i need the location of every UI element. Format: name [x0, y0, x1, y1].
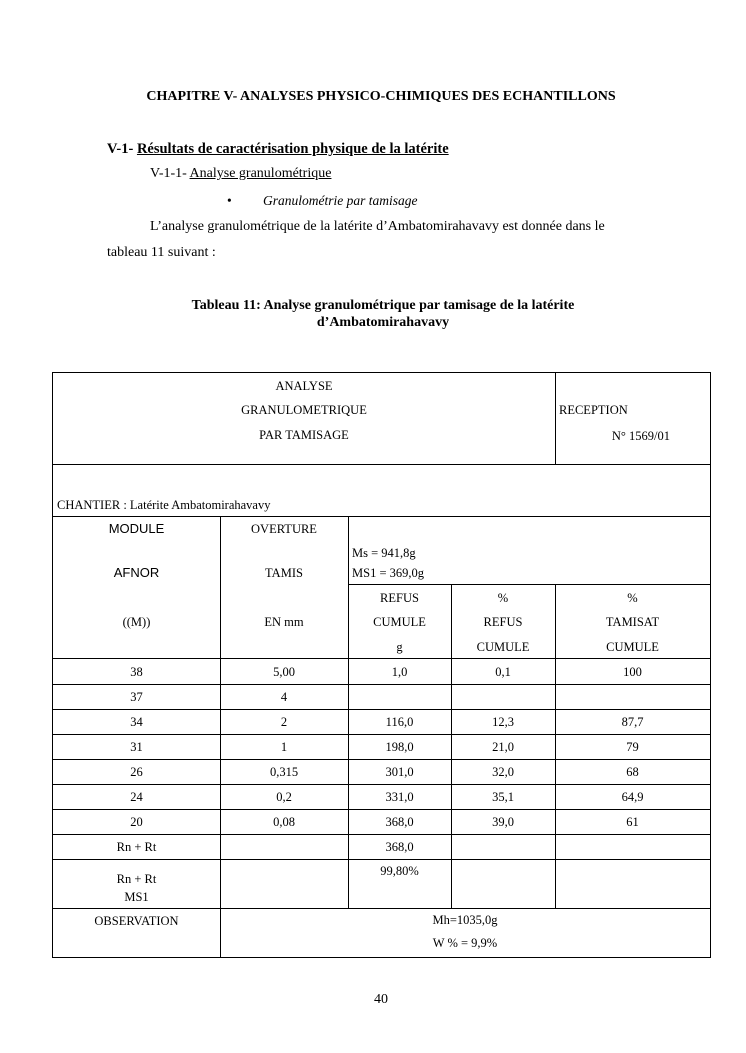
row-6-refus-cell: 331,0 [385, 790, 414, 804]
row-6-ouverture-cell: 0,2 [276, 790, 292, 804]
w-value: W % = 9,9% [432, 936, 498, 950]
module-header-3: ((M)) [122, 615, 151, 629]
page-number: 40 [374, 992, 388, 1007]
row-6-tamisat-cell: 64,9 [621, 790, 644, 804]
ratio-label-bottom: MS1 [124, 890, 149, 904]
row-4-tamisat-cell: 79 [626, 740, 639, 754]
tamisat-header-1: % [627, 591, 638, 605]
section-number: V-1- [107, 141, 134, 157]
row-6-module-cell: 24 [130, 790, 143, 804]
row-7-tamisat-cell: 61 [626, 815, 639, 829]
tamisat-header-2: TAMISAT [605, 615, 660, 629]
row-1-refus-cell: 1,0 [391, 665, 408, 679]
row-7-refus-cell: 368,0 [385, 815, 414, 829]
bullet-text: Granulométrie par tamisage [263, 193, 418, 208]
row-6-pct-refus-cell: 35,1 [492, 790, 514, 804]
row-4-pct-refus-cell: 21,0 [492, 740, 514, 754]
row-1-ouverture-cell: 5,00 [273, 665, 295, 679]
analyse-title-2: GRANULOMETRIQUE [241, 403, 367, 417]
row-4-refus-cell: 198,0 [385, 740, 414, 754]
pct-refus-header-1: % [497, 591, 509, 605]
bullet-item [227, 193, 418, 209]
row-4-module-cell: 31 [130, 740, 143, 754]
refus-header-3: g [396, 640, 403, 654]
reception-number: N° 1569/01 [611, 429, 670, 443]
subsection-number: V-1-1- [150, 166, 187, 181]
section-heading [107, 141, 449, 158]
rn-rt-label: Rn + Rt [116, 840, 157, 854]
row-1-tamisat-cell: 100 [623, 665, 642, 679]
tamisat-header-3: CUMULE [606, 640, 659, 654]
caption-line-2: d’Ambatomirahavavy [316, 315, 450, 330]
subsection-heading [150, 166, 331, 182]
reception-label: RECEPTION [559, 403, 628, 417]
section-title: Résultats de caractérisation physique de la latérite [136, 141, 449, 157]
rn-rt-value: 368,0 [385, 840, 414, 854]
paragraph-line-1: L’analyse granulométrique de la latérite d’Ambatomirahavavy est donnée dans le [150, 219, 605, 234]
row-2-module-cell: 37 [130, 690, 143, 704]
subsection-title: Analyse granulométrique [189, 166, 332, 181]
paragraph-line-2: tableau 11 suivant : [107, 245, 216, 260]
row-2-ouverture-cell: 4 [280, 690, 288, 704]
ouverture-header-1: OVERTURE [251, 522, 317, 536]
row-7-ouverture-cell: 0,08 [273, 815, 295, 829]
row-5-pct-refus-cell: 32,0 [492, 765, 514, 779]
ouverture-header-2: TAMIS [265, 566, 303, 580]
module-header-2: AFNOR [113, 565, 160, 580]
bullet-dot-icon: • [227, 193, 232, 208]
row-5-refus-cell: 301,0 [385, 765, 414, 779]
row-7-pct-refus-cell: 39,0 [492, 815, 514, 829]
ms-value: Ms = 941,8g [352, 546, 416, 560]
row-3-refus-cell: 116,0 [385, 715, 414, 729]
row-1-pct-refus-cell: 0,1 [495, 665, 511, 679]
row-1-module-cell: 38 [130, 665, 143, 679]
row-5-module-cell: 26 [130, 765, 143, 779]
row-5-tamisat-cell: 68 [626, 765, 639, 779]
table-caption [0, 297, 746, 331]
row-3-ouverture-cell: 2 [280, 715, 288, 729]
analyse-title-1: ANALYSE [275, 379, 333, 393]
granulometry-table [52, 372, 711, 958]
module-header-1: MODULE [108, 521, 165, 536]
pct-refus-header-2: REFUS [483, 615, 523, 629]
observation-label: OBSERVATION [94, 914, 179, 928]
row-4-ouverture-cell: 1 [280, 740, 288, 754]
ratio-value: 99,80% [380, 864, 419, 878]
ouverture-header-3: EN mm [264, 615, 304, 629]
chantier-label: CHANTIER : Latérite Ambatomirahavavy [57, 498, 271, 512]
pct-refus-header-3: CUMULE [476, 640, 530, 654]
caption-line-1: Tableau 11: Analyse granulométrique par tamisage de la latérite [191, 298, 575, 313]
row-3-pct-refus-cell: 12,3 [492, 715, 514, 729]
row-3-tamisat-cell: 87,7 [621, 715, 644, 729]
mh-value: Mh=1035,0g [432, 913, 498, 927]
row-5-ouverture-cell: 0,315 [269, 765, 299, 779]
analyse-title-3: PAR TAMISAGE [259, 428, 349, 442]
chapter-title: CHAPITRE V- ANALYSES PHYSICO-CHIMIQUES DES ECHANTILLONS [146, 89, 616, 104]
ratio-label-top: Rn + Rt [116, 872, 157, 886]
ms1-value: MS1 = 369,0g [352, 566, 424, 580]
refus-header-1: REFUS [380, 591, 419, 605]
row-7-module-cell: 20 [130, 815, 143, 829]
row-3-module-cell: 34 [130, 715, 143, 729]
refus-header-2: CUMULE [373, 615, 426, 629]
